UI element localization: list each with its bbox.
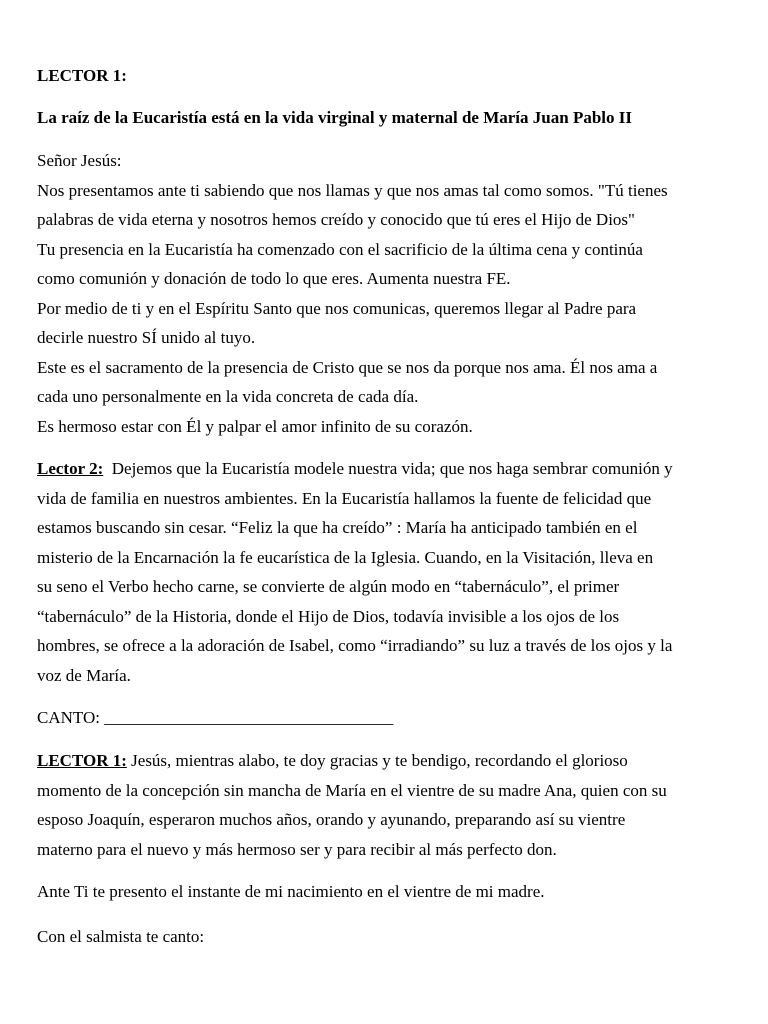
section-2-first-line	[37, 454, 737, 484]
section-1-line: cada uno personalmente en la vida concreta de cada día.	[37, 387, 419, 406]
section-1-line: como comunión y donación de todo lo que eres. Aumenta nuestra FE.	[37, 269, 511, 288]
paragraph-5: Con el salmista te canto:	[37, 927, 205, 946]
section-2-line: “tabernáculo” de la Historia, donde el Hijo de Dios, todavía invisible a los ojos de los	[37, 606, 620, 626]
canto-line: CANTO: __________________________________	[37, 708, 394, 727]
section-3-paragraph	[37, 746, 737, 864]
section-1-line: Tu presencia en la Eucaristía ha comenzado con el sacrificio de la última cena y continúa	[37, 239, 643, 259]
section-2-line: Dejemos que la Eucaristía modele nuestra vida; que nos haga sembrar comunión y	[103, 459, 673, 478]
section-3-line: Jesús, mientras alabo, te doy gracias y te bendigo, recordando el glorioso	[126, 751, 628, 770]
section-3-line: materno para el nuevo y más hermoso ser y para recibir al más perfecto don.	[37, 839, 557, 859]
lector-1-label: LECTOR 1:	[37, 751, 127, 770]
paragraph-4: Ante Ti te presento el instante de mi nacimiento en el vientre de mi madre.	[37, 882, 545, 901]
section-1-paragraph	[37, 146, 737, 441]
section-3-line: momento de la concepción sin mancha de María en el vientre de su madre Ana, quien con su	[37, 780, 667, 800]
document-subtitle: La raíz de la Eucaristía está en la vida virginal y maternal de María Juan Pablo II	[37, 108, 632, 127]
section-2-line: vida de familia en nuestros ambientes. En la Eucaristía hallamos la fuente de felicidad que	[37, 488, 652, 508]
section-1-line: Este es el sacramento de la presencia de Cristo que se nos da porque nos ama. Él nos ama a	[37, 357, 658, 377]
section-2-line: hombres, se ofrece a la adoración de Isabel, como “irradiando” su luz a través de los ojos y la	[37, 636, 673, 655]
section-1-line: Señor Jesús:	[37, 151, 122, 170]
section-1-line: palabras de vida eterna y nosotros hemos creído y conocido que tú eres el Hijo de Dios"	[37, 210, 635, 229]
section-3-first-line	[37, 746, 737, 776]
lector-1-heading: LECTOR 1:	[37, 66, 127, 85]
section-2-line: su seno el Verbo hecho carne, se convierte de algún modo en “tabernáculo”, el primer	[37, 577, 620, 596]
section-1-line: decirle nuestro SÍ unido al tuyo.	[37, 328, 256, 347]
section-2-line: voz de María.	[37, 665, 131, 685]
section-2-line: misterio de la Encarnación la fe eucarística de la Iglesia. Cuando, en la Visitación, lleva en	[37, 547, 654, 567]
section-2-line: estamos buscando sin cesar. “Feliz la que ha creído” : María ha anticipado también en el	[37, 518, 638, 537]
section-3-line: esposo Joaquín, esperaron muchos años, orando y ayunando, preparando así su vientre	[37, 810, 626, 829]
section-1-line: Es hermoso estar con Él y palpar el amor infinito de su corazón.	[37, 416, 473, 436]
section-1-line: Nos presentamos ante ti sabiendo que nos llamas y que nos amas tal como somos. "Tú tienes	[37, 180, 668, 200]
section-1-line: Por medio de ti y en el Espíritu Santo que nos comunicas, queremos llegar al Padre para	[37, 298, 637, 318]
lector-2-label: Lector 2:	[37, 459, 104, 478]
section-2-paragraph	[37, 454, 737, 690]
